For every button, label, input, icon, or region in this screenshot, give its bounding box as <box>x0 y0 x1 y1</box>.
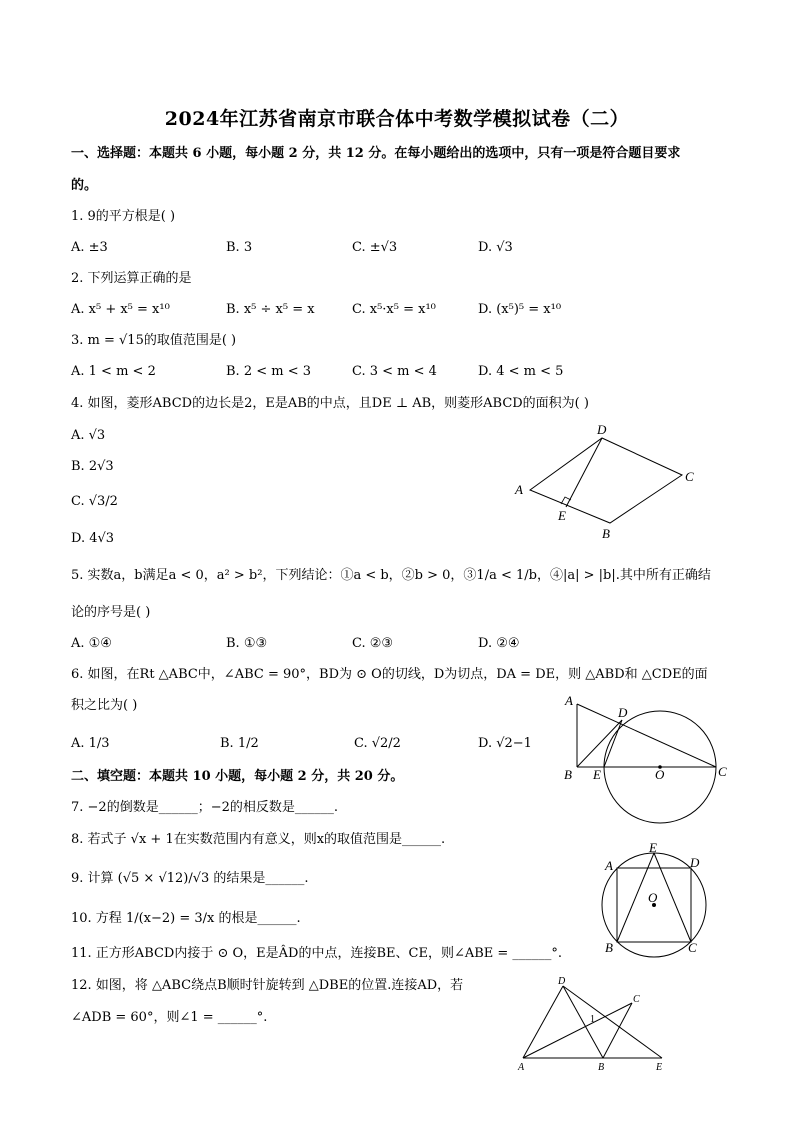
q9-stem: 9. 计算 (√5 × √12)/√3 的结果是______. <box>71 871 309 886</box>
label-o: O <box>655 767 665 782</box>
rhombus-figure <box>510 420 700 545</box>
label-d: D <box>597 422 607 437</box>
q4-option-d: D. 4√3 <box>71 531 115 546</box>
q6-option-b: B. 1/2 <box>220 736 259 751</box>
q8-stem: 8. 若式子 √x + 1在实数范围内有意义，则x的取值范围是______. <box>71 832 446 847</box>
segment-bc <box>603 1003 632 1058</box>
label-d: D <box>690 855 700 870</box>
q5-option-d: D. ②④ <box>478 636 520 651</box>
segment-ac <box>577 704 716 767</box>
label-a: A <box>518 1062 525 1073</box>
label-c: C <box>688 940 697 955</box>
label-e: E <box>649 840 657 855</box>
q3-option-c: C. 3 < m < 4 <box>352 364 437 379</box>
q3-stem: 3. m = √15的取值范围是( ) <box>71 333 237 348</box>
segment-bd <box>577 720 622 767</box>
inscribed-square-figure <box>600 840 720 960</box>
label-d: D <box>618 705 628 720</box>
label-angle-1: 1 <box>590 1014 595 1025</box>
label-d: D <box>558 976 566 987</box>
segment-db <box>563 986 603 1058</box>
q3-option-d: D. 4 < m < 5 <box>478 364 564 379</box>
q1-option-b: B. 3 <box>226 240 253 255</box>
q11-stem: 11. 正方形ABCD内接于 ⊙ O，E是ÂD的中点，连接BE、CE，则∠ABE = ______°. <box>71 946 563 961</box>
segment-de <box>563 986 662 1058</box>
q4-option-c: C. √3/2 <box>71 494 118 509</box>
segment-de <box>604 720 622 767</box>
label-b: B <box>598 1062 605 1073</box>
q1-option-a: A. ±3 <box>71 240 108 255</box>
label-e: E <box>593 767 601 782</box>
q4-option-a: A. √3 <box>71 428 106 443</box>
q5-stem-cont: 论的序号是( ) <box>71 605 151 620</box>
q6-stem: 6. 如图，在Rt △ABC中，∠ABC = 90°，BD为 ⊙ O的切线，D为切点，DA = DE，则 △ABD和 △CDE的面 <box>71 667 708 682</box>
q6-option-c: C. √2/2 <box>354 736 401 751</box>
q5-option-c: C. ②③ <box>352 636 394 651</box>
label-a: A <box>515 482 523 497</box>
section-2-heading: 二、填空题：本题共 10 小题，每小题 2 分，共 20 分。 <box>71 769 404 784</box>
label-b: B <box>602 526 610 541</box>
label-a: A <box>605 858 613 873</box>
q2-option-c: C. x⁵·x⁵ = x¹⁰ <box>352 302 436 317</box>
segment-ce <box>654 853 691 942</box>
q1-option-d: D. √3 <box>478 240 513 255</box>
segment-de <box>566 438 602 507</box>
q5-option-a: A. ①④ <box>71 636 112 651</box>
label-e: E <box>558 508 566 523</box>
label-c: C <box>718 764 727 779</box>
q7-stem: 7. −2的倒数是______；−2的相反数是______. <box>71 800 338 815</box>
q2-stem: 2. 下列运算正确的是 <box>71 271 192 286</box>
q1-option-c: C. ±√3 <box>352 240 398 255</box>
q10-stem: 10. 方程 1/(x−2) = 3/x 的根是______. <box>71 911 301 926</box>
label-b: B <box>564 767 572 782</box>
section-1-heading-cont: 的。 <box>71 178 98 193</box>
q6-option-a: A. 1/3 <box>71 736 110 751</box>
label-o: O <box>648 890 658 905</box>
q6-option-d: D. √2−1 <box>478 736 532 751</box>
label-c: C <box>633 994 640 1005</box>
q5-option-b: B. ①③ <box>226 636 268 651</box>
q12-stem: 12. 如图，将 △ABC绕点B顺时针旋转到 △DBE的位置.连接AD，若 <box>71 978 464 993</box>
label-a: A <box>565 693 573 708</box>
label-e: E <box>656 1062 663 1073</box>
circle-triangle-figure <box>560 690 740 820</box>
q2-option-d: D. (x⁵)⁵ = x¹⁰ <box>478 302 562 317</box>
label-b: B <box>605 940 613 955</box>
q3-option-a: A. 1 < m < 2 <box>71 364 156 379</box>
q2-option-b: B. x⁵ ÷ x⁵ = x <box>226 302 315 317</box>
rhombus-abcd <box>530 438 682 523</box>
label-c: C <box>685 469 694 484</box>
q4-option-b: B. 2√3 <box>71 459 114 474</box>
page-title: 2024年江苏省南京市联合体中考数学模拟试卷（二） <box>164 108 630 130</box>
q4-stem: 4. 如图，菱形ABCD的边长是2，E是AB的中点，且DE ⊥ AB，则菱形ABCD的面积为( ) <box>71 396 589 411</box>
rotation-figure <box>510 975 680 1075</box>
q6-stem-cont: 积之比为( ) <box>71 698 138 713</box>
q2-option-a: A. x⁵ + x⁵ = x¹⁰ <box>71 302 170 317</box>
q1-stem: 1. 9的平方根是( ) <box>71 209 176 224</box>
section-1-heading: 一、选择题：本题共 6 小题，每小题 2 分，共 12 分。在每小题给出的选项中，只有一项是符合题目要求 <box>71 146 681 161</box>
segment-ad <box>523 986 563 1058</box>
q5-stem: 5. 实数a，b满足a < 0，a² > b²，下列结论：①a < b，②b > 0，③1/a < 1/b，④|a| > |b|.其中所有正确结 <box>71 568 711 583</box>
q12-stem-cont: ∠ADB = 60°，则∠1 = ______°. <box>71 1010 268 1025</box>
q3-option-b: B. 2 < m < 3 <box>226 364 312 379</box>
